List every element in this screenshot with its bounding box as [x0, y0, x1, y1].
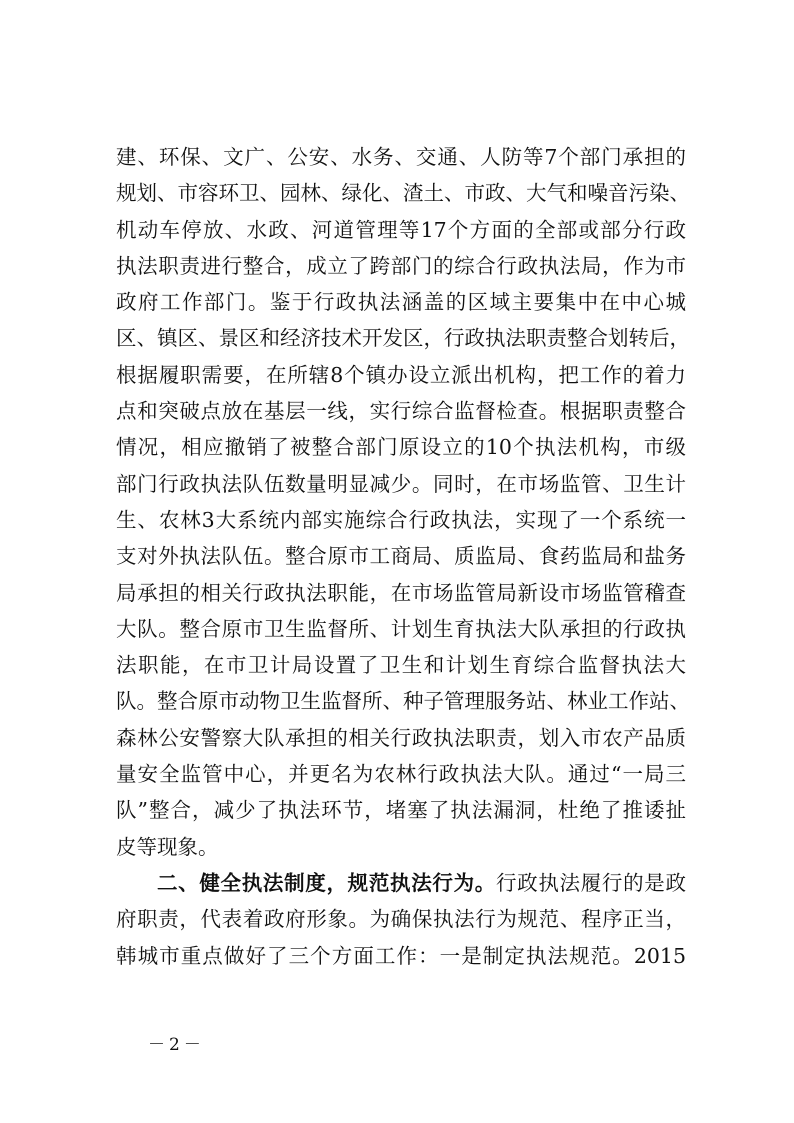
text-line: 支对外执法队伍。整合原市工商局、质监局、食药监局和盐务: [116, 544, 686, 569]
body-text: [116, 139, 690, 974]
text-line: 规划、市容环卫、园林、绿化、渣土、市政、大气和噪音污染、: [116, 181, 690, 206]
text-line: 局承担的相关行政执法职能，在市场监管局新设市场监管稽查: [116, 580, 686, 605]
text-line: 部门行政执法队伍数量明显减少。同时，在市场监管、卫生计: [116, 471, 686, 496]
text-line: 机动车停放、水政、河道管理等17个方面的全部或部分行政: [116, 217, 686, 242]
text-line: 点和突破点放在基层一线，实行综合监督检查。根据职责整合: [116, 399, 686, 424]
text-line: 情况，相应撤销了被整合部门原设立的10个执法机构，市级: [116, 435, 686, 460]
text-line: 区、镇区、景区和经济技术开发区，行政执法职责整合划转后，: [116, 326, 690, 351]
text-line: 皮等现象。: [116, 834, 219, 859]
text-line: 大队。整合原市卫生监督所、计划生育执法大队承担的行政执: [116, 616, 686, 641]
text-line: 根据履职需要，在所辖8个镇办设立派出机构，把工作的着力: [116, 362, 686, 387]
text-line: 森林公安警察大队承担的相关行政执法职责，划入市农产品质: [116, 725, 686, 750]
text-line: 生、农林3大系统内部实施综合行政执法，实现了一个系统一: [116, 507, 686, 532]
page-number: －2－: [148, 1035, 205, 1055]
text-line: 政府工作部门。鉴于行政执法涵盖的区域主要集中在中心城: [116, 290, 686, 315]
text-line: 量安全监管中心，并更名为农林行政执法大队。通过“一局三: [116, 762, 686, 787]
text-line: 法职能，在市卫计局设置了卫生和计划生育综合监督执法大: [116, 653, 686, 678]
text-line: 队。整合原市动物卫生监督所、种子管理服务站、林业工作站、: [116, 689, 690, 714]
section-heading: 二、健全执法制度，规范执法行为。: [157, 870, 496, 895]
section-first-line: [116, 865, 686, 901]
text-line: 执法职责进行整合，成立了跨部门的综合行政执法局，作为市: [116, 253, 686, 278]
text-line: 建、环保、文广、公安、水务、交通、人防等7个部门承担的: [116, 145, 686, 169]
text-line: 队”整合，减少了执法环节，堵塞了执法漏洞，杜绝了推诿扯: [116, 798, 686, 823]
text-line: 韩城市重点做好了三个方面工作：一是制定执法规范。2015: [116, 943, 686, 968]
section-text: 行政执法履行的是政: [496, 870, 686, 895]
text-line: 府职责，代表着政府形象。为确保执法行为规范、程序正当，: [116, 907, 686, 932]
